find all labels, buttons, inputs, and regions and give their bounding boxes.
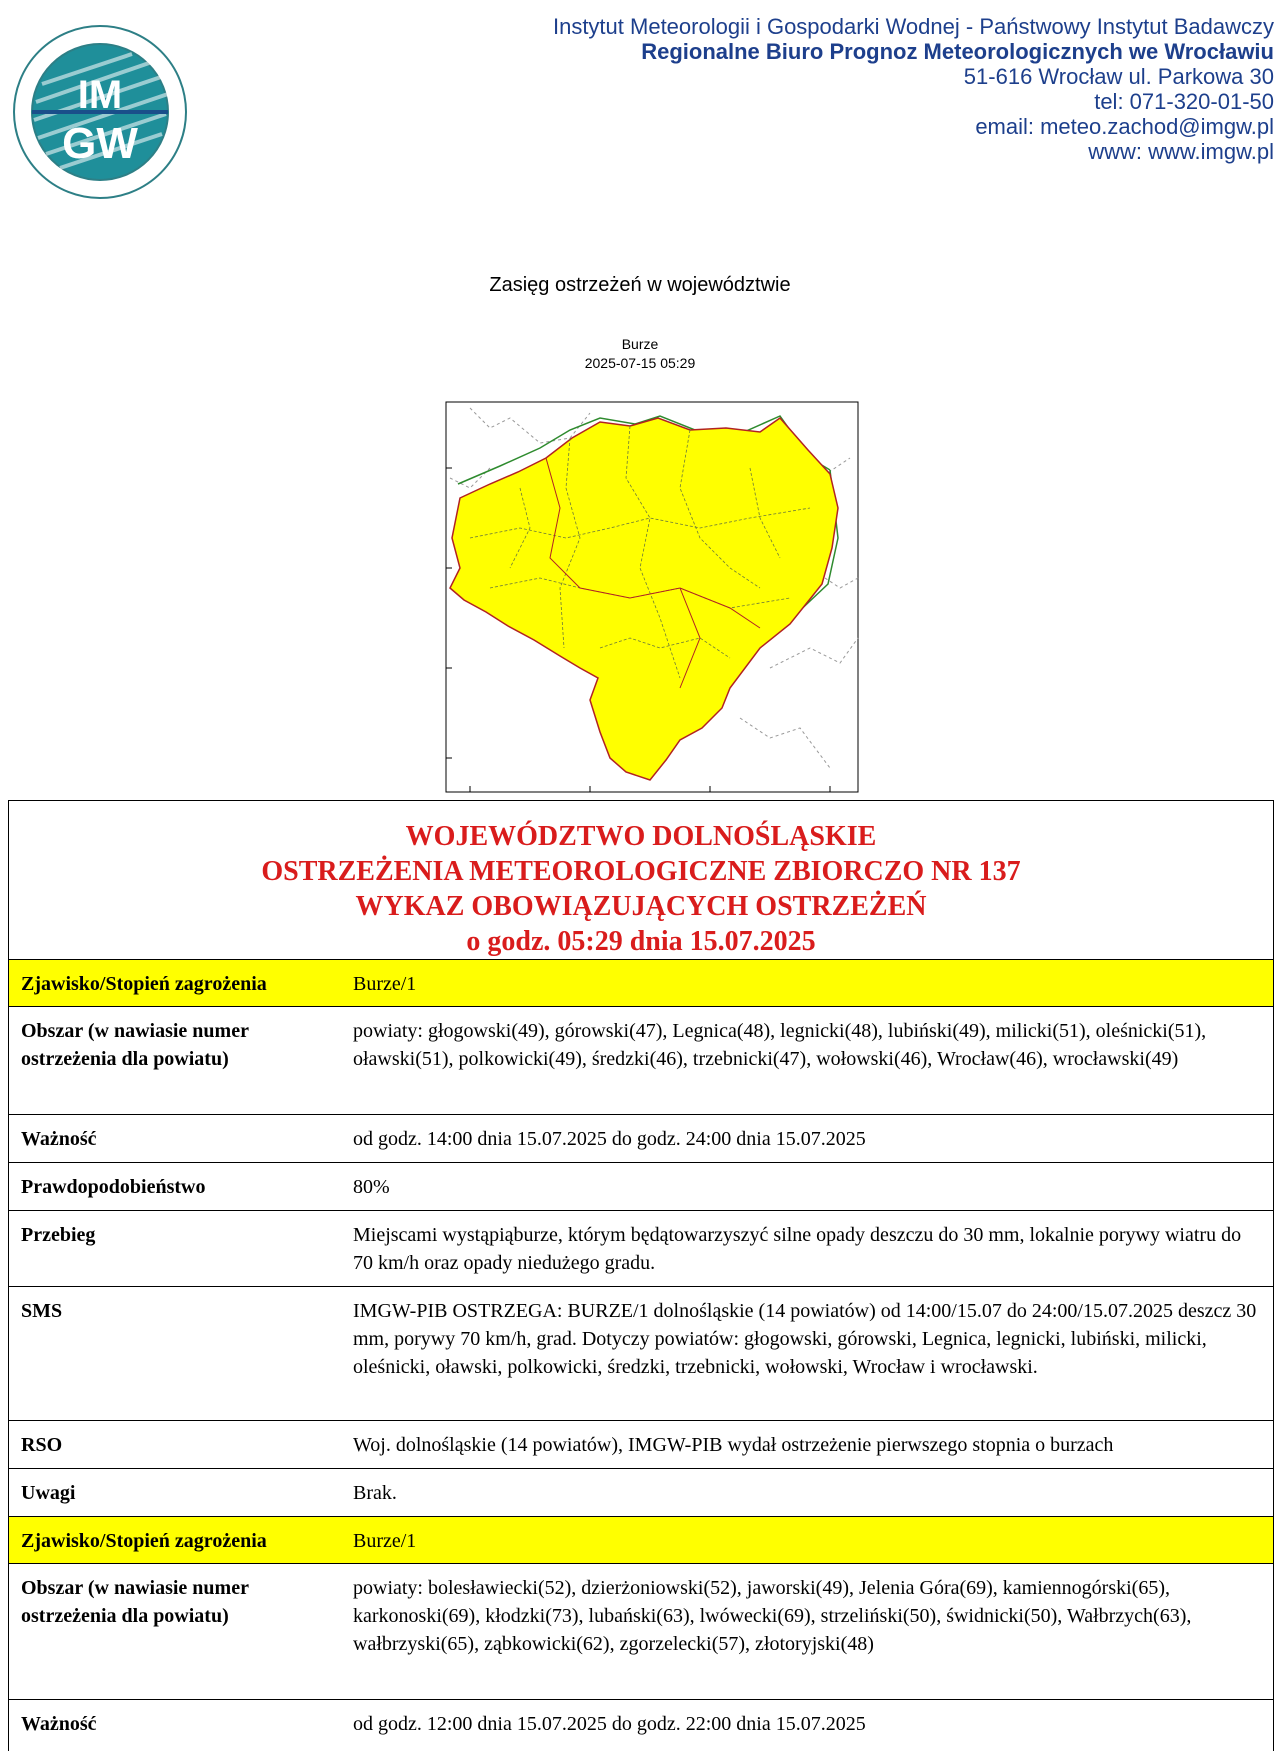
row-label: Ważność xyxy=(21,1713,97,1735)
heading-bulletin-number: OSTRZEŻENIA METEOROLOGICZNE ZBIORCZO NR 137 xyxy=(261,856,1021,887)
row-label: RSO xyxy=(21,1434,63,1456)
heading-list: WYKAZ OBOWIĄZUJĄCYCH OSTRZEŻEŃ xyxy=(355,891,927,922)
row-value: Burze/1 xyxy=(353,973,417,995)
warning1-phenomenon-row xyxy=(9,959,1273,1007)
row-label: Uwagi xyxy=(21,1482,76,1504)
row-value: Burze/1 xyxy=(353,1530,417,1552)
address: 51-616 Wrocław ul. Parkowa 30 xyxy=(963,64,1274,89)
row-label: Zjawisko/Stopień zagrożenia xyxy=(21,1530,267,1552)
warning1-rso-row xyxy=(9,1420,1273,1469)
phone: tel: 071-320-01-50 xyxy=(1094,89,1274,114)
institute-name: Instytut Meteorologii i Gospodarki Wodnej - Państwowy Instytut Badawczy xyxy=(552,14,1274,39)
row-label: SMS xyxy=(21,1300,63,1322)
warning1-validity-row xyxy=(9,1114,1273,1163)
warning2-validity-row xyxy=(9,1699,1273,1753)
map-datetime: 2025-07-15 05:29 xyxy=(584,355,696,371)
email: email: meteo.zachod@imgw.pl xyxy=(975,114,1274,139)
warning1-area-row xyxy=(9,1006,1273,1115)
warning-bulletin xyxy=(8,800,1274,1751)
warning1-course-row xyxy=(9,1210,1273,1287)
imgw-logo xyxy=(12,24,188,200)
row-value: IMGW-PIB OSTRZEGA: BURZE/1 dolnośląskie (14 powiatów) od 14:00/15.07 do 24:00/15.07.2025 deszcz 30 mm, porywy 70 km/h, grad. Dotyczy powiatów: głogowski, górowski, Legnica, legnicki, lubiński, milicki, oleśnicki, oławski, polkowicki, średzki, trzebnicki, wołowski, Wrocław i wrocławski. xyxy=(353,1300,1257,1378)
logo-text-top: IM xyxy=(77,73,123,117)
institute-contact xyxy=(553,14,1274,164)
row-value: Brak. xyxy=(353,1482,397,1504)
row-label: Prawdopodobieństwo xyxy=(21,1176,206,1198)
logo-text-bottom: GW xyxy=(62,119,138,168)
warning1-sms-row xyxy=(9,1286,1273,1421)
row-value: powiaty: głogowski(49), górowski(47), Legnica(48), legnicki(48), lubiński(49), milicki(51), oleśnicki(51), oławski(51), polkowicki(49), średzki(46), trzebnicki(47), wołowski(46), Wrocław(46), wrocławski(49) xyxy=(353,1020,1207,1070)
row-label: Obszar (w nawiasie numer ostrzeżenia dla powiatu) xyxy=(21,1577,249,1627)
heading-voivodeship: WOJEWÓDZTWO DOLNOŚLĄSKIE xyxy=(405,821,877,852)
warning1-notes-row xyxy=(9,1468,1273,1517)
row-value: Woj. dolnośląskie (14 powiatów), IMGW-PIB wydał ostrzeżenie pierwszego stopnia o burzach xyxy=(353,1434,1114,1456)
map-phenomenon: Burze xyxy=(621,336,659,352)
row-label: Przebieg xyxy=(21,1224,96,1246)
warning-map xyxy=(430,388,870,800)
website: www: www.imgw.pl xyxy=(1088,139,1274,164)
row-value: Miejscami wystąpiąburze, którym będątowarzyszyć silne opady deszczu do 30 mm, lokalnie porywy wiatru do 70 km/h oraz opady niedużego gradu. xyxy=(353,1224,1242,1274)
warning2-phenomenon-row xyxy=(9,1516,1273,1564)
row-value: powiaty: bolesławiecki(52), dzierżoniowski(52), jaworski(49), Jelenia Góra(69), kamiennogórski(65), karkonoski(69), kłodzki(73), lubański(63), lwówecki(69), strzeliński(50), świdnicki(50), Wałbrzych(63), wałbrzyski(65), ząbkowicki(62), zgorzelecki(57), złotoryjski(48) xyxy=(353,1577,1192,1655)
row-value: 80% xyxy=(353,1176,390,1198)
row-label: Zjawisko/Stopień zagrożenia xyxy=(21,973,267,995)
warning1-probability-row xyxy=(9,1162,1273,1211)
office-name: Regionalne Biuro Prognoz Meteorologicznych we Wrocławiu xyxy=(641,39,1274,64)
map-title: Zasięg ostrzeżeń w województwie xyxy=(489,274,791,296)
row-value: od godz. 12:00 dnia 15.07.2025 do godz. 22:00 dnia 15.07.2025 xyxy=(353,1713,866,1735)
row-value: od godz. 14:00 dnia 15.07.2025 do godz. 24:00 dnia 15.07.2025 xyxy=(353,1128,866,1150)
warning2-area-row xyxy=(9,1563,1273,1700)
heading-datetime: o godz. 05:29 dnia 15.07.2025 xyxy=(466,926,816,957)
row-label: Obszar (w nawiasie numer ostrzeżenia dla powiatu) xyxy=(21,1020,249,1070)
row-label: Ważność xyxy=(21,1128,97,1150)
bulletin-heading xyxy=(9,819,1273,959)
